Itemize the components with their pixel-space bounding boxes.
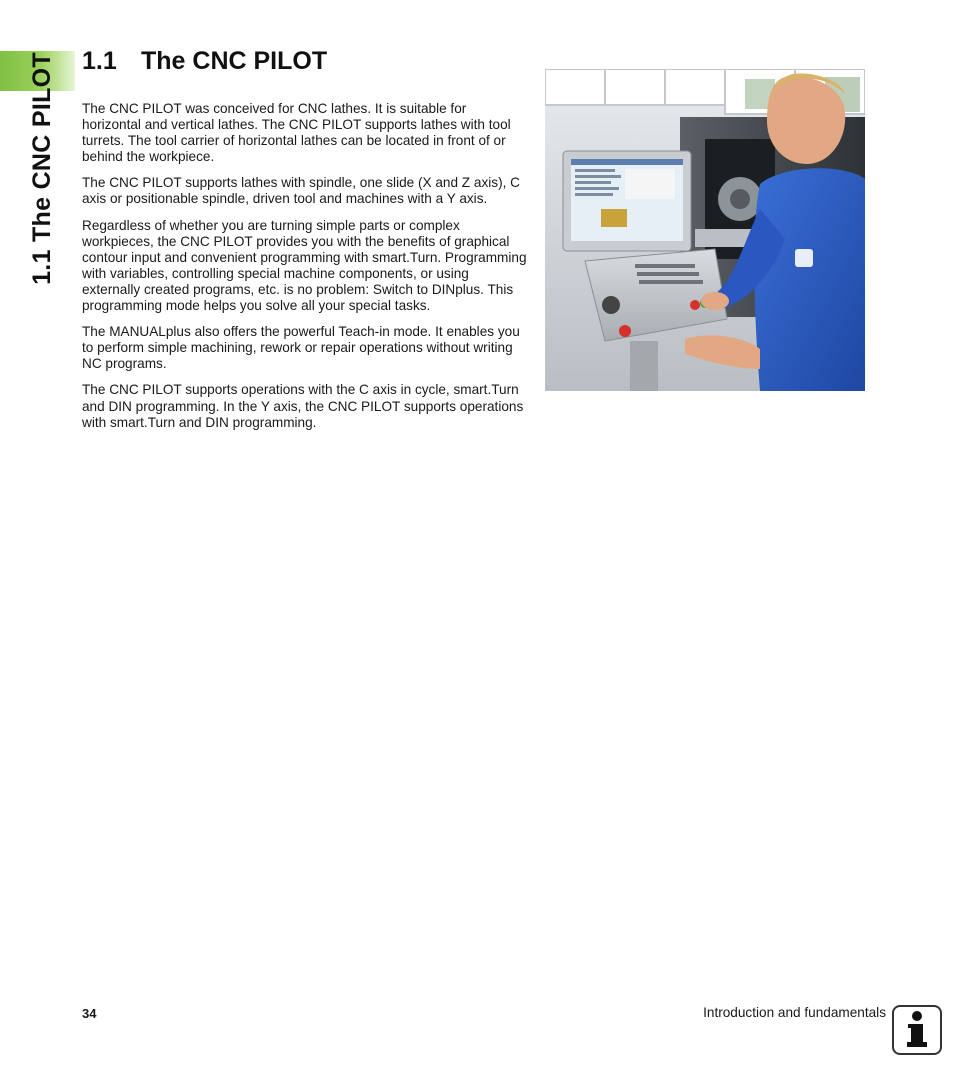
section-heading xyxy=(82,47,327,76)
paragraph: The CNC PILOT supports lathes with spindle, one slide (X and Z axis), C axis or positionable spindle, driven tool and machines with a Y axis. xyxy=(82,175,520,207)
paragraph: The CNC PILOT was conceived for CNC lathes. It is suitable for horizontal and vertical lathes. The CNC PILOT supports lathes with tool turrets. The tool carrier of horizontal lathes can be located in front of or behind the workpiece. xyxy=(82,101,511,165)
chapter-side-label-wrap xyxy=(16,52,68,285)
body-text xyxy=(82,101,527,441)
info-icon-box xyxy=(892,1005,942,1055)
page-number: 34 xyxy=(82,1006,97,1021)
paragraph: Regardless of whether you are turning simple parts or complex workpieces, the CNC PILOT provides you with the benefits of graphical contour input and convenient programming with smart.Turn. Programming with variables, controlling special machine components, or using externally created programs, etc. is no problem: Switch to DINplus. This programming mode helps you solve all your special tasks. xyxy=(82,217,527,314)
operator-photo xyxy=(545,69,865,391)
section-title: The CNC PILOT xyxy=(141,47,328,75)
section-number: 1.1 xyxy=(82,47,117,75)
footer-chapter-title: Introduction and fundamentals xyxy=(703,1005,886,1020)
paragraph: The MANUALplus also offers the powerful Teach-in mode. It enables you to perform simple machining, rework or repair operations without writing NC programs. xyxy=(82,324,520,372)
paragraph: The CNC PILOT supports operations with the C axis in cycle, smart.Turn and DIN programming. In the Y axis, the CNC PILOT supports operations with smart.Turn and DIN programming. xyxy=(82,382,524,430)
info-icon xyxy=(902,1010,932,1050)
chapter-side-label: 1.1 The CNC PILOT xyxy=(27,52,56,285)
